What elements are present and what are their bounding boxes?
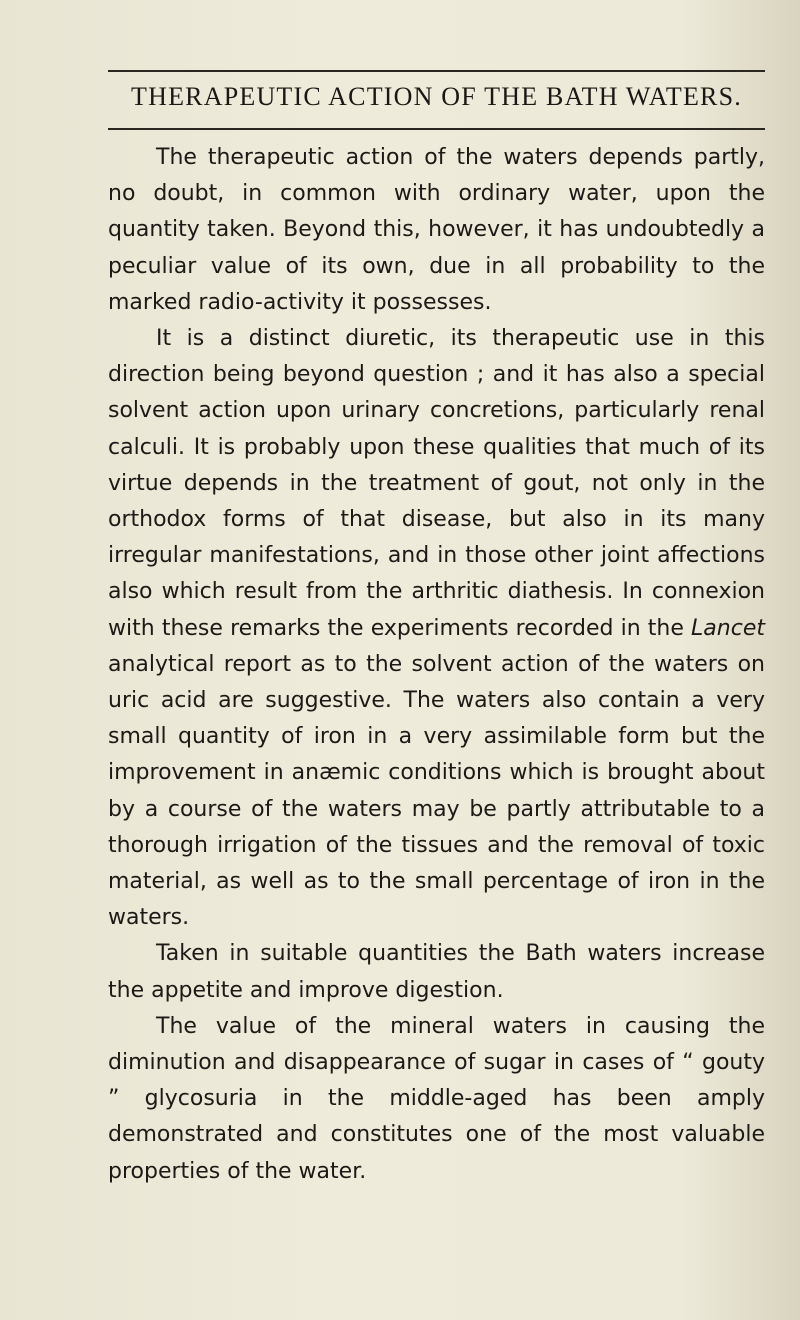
paragraph-4: The value of the mineral waters in causing the diminution and disappearance of sugar in cases of “ gouty ” glycosuria in the middle-aged has been amply demonstrated and constitutes one of the most valuable properties of the water. [108,1013,765,1184]
paragraph-1: The therapeutic action of the waters depends partly, no doubt, in common with ordinary water, upon the quantity taken. Beyond this, however, it has undoubtedly a peculiar value of its own, due in all probability to the marked radio-activity it possesses. [108,145,765,315]
paragraph-3: Taken in suitable quantities the Bath waters increase the appetite and improve digestion. [108,941,765,1003]
paragraph-2-part-2: analytical report as to the solvent action of the waters on uric acid are suggestive. The waters also contain a very small quantity of iron in a very assimilable form but the improvement in anæmic conditions which is brought about by a course of the waters may be partly attributable to a thorough irrigation of the tissues and the removal of toxic material, as well as to the small percentage of iron in the waters. [108,651,765,931]
header-top-rule [108,70,765,72]
header-bottom-rule [108,128,765,130]
lancet-italic: Lancet [691,615,765,641]
page-header: THERAPEUTIC ACTION OF THE BATH WATERS. [131,82,742,111]
body-text [108,140,765,1190]
paragraph-2-part-1: It is a distinct diuretic, its therapeutic use in this direction being beyond question ; and it has also a special solvent action upon urinary concretions, particularly renal calculi. It is probably upon these qualities that much of its virtue depends in the treatment of gout, not only in the orthodox forms of that disease, but also in its many irregular manifestations, and in those other joint affections also which result from the arthritic diathesis. In connexion with these remarks the experiments recorded in the [108,326,765,641]
paragraph-2 [108,321,765,936]
